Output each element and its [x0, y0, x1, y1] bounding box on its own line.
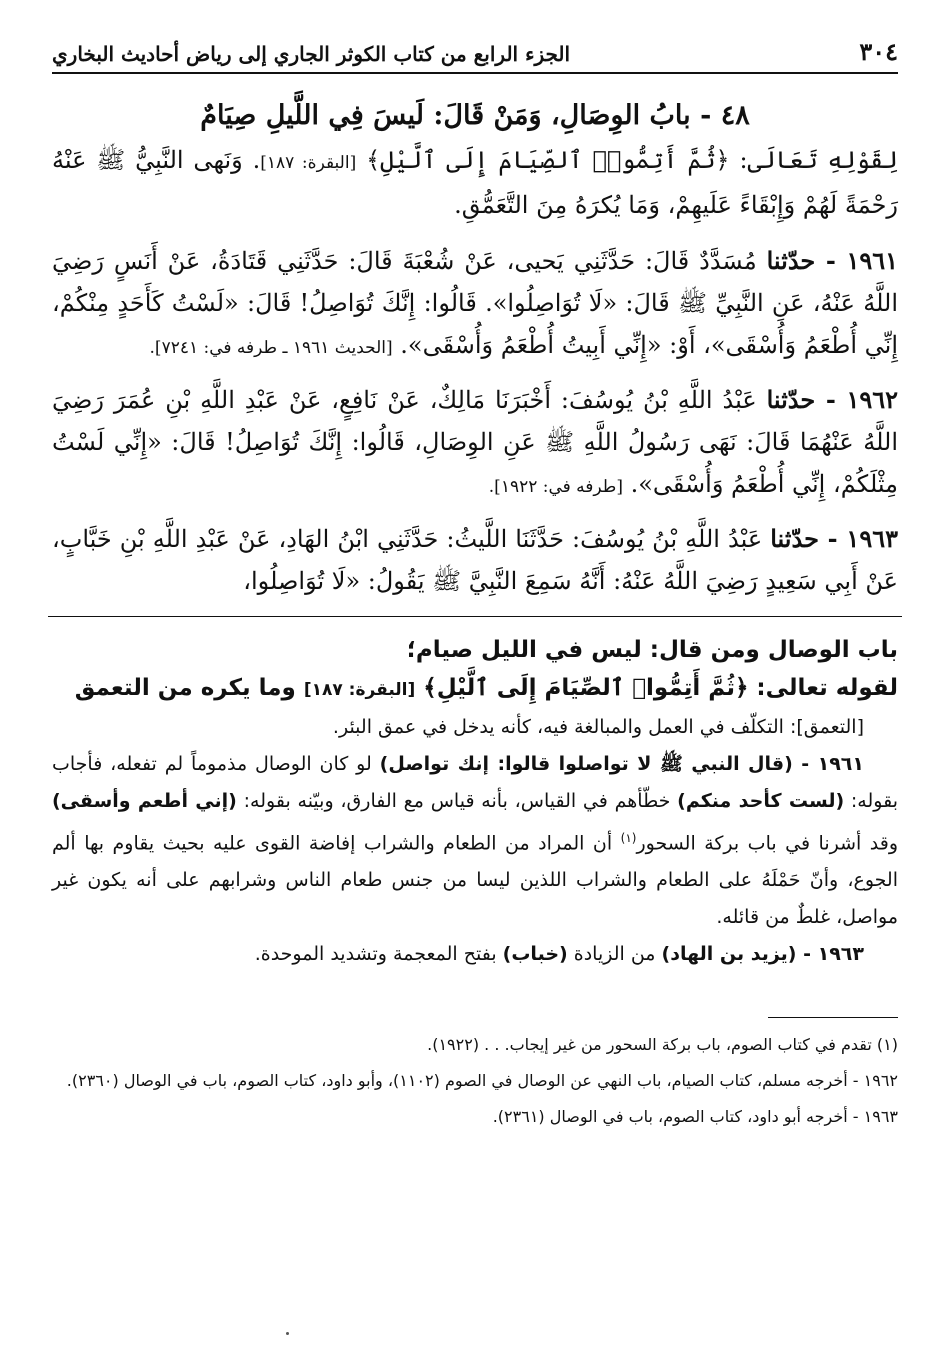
hadith-text: عَبْدُ اللَّهِ بْنُ يُوسُفَ: حَدَّثَنَا اللَّيثُ: حَدَّثَنِي ابْنُ الهَادِ، عَنْ عَبْدِ اللَّهِ بْنِ خَبَّابٍ، عَنْ أَبِي سَعِيدٍ رَضِيَ اللَّهُ عَنْهُ: أَنَّهُ سَمِعَ النَّبِيَّ ﷺ يَقُولُ: «لَا تُوَاصِلُوا، — [52, 525, 898, 595]
book-title: الجزء الرابع من كتاب الكوثر الجاري إلى رياض أحاديث البخاري — [52, 42, 571, 66]
commentary-quote: (إني أطعم وأسقى) — [52, 790, 237, 812]
commentary-text: وقد أشرنا في باب بركة السحور — [636, 832, 898, 855]
hadith-number: ١٩٦١ - حدّثنا — [766, 246, 899, 275]
commentary-paragraph — [52, 746, 898, 936]
commentary-paragraph — [52, 936, 898, 973]
page-number: ٣٠٤ — [859, 37, 898, 66]
commentary-text: أن المراد من الطعام والشراب إفاضة القوى عليه بحيث يقاوم بها ألم الجوع، وأنّ حَمْلَهُ على الطعام والشراب اللذين ليسا من جنس طعام الناس وشرابهم على أنه يكون غير مواصل، غلطٌ من قائله. — [52, 832, 898, 929]
commentary-quote: (لست كأحد منكم) — [677, 790, 845, 812]
footnote-item: ١٩٦٣ - أخرجه أبو داود، كتاب الصوم، باب في الوصال (٢٣٦١). — [492, 1107, 898, 1127]
intro-verse-reference: [البقرة: ١٨٧] — [260, 153, 357, 173]
hadith-paragraph — [52, 518, 898, 602]
commentary-heading-verse — [52, 669, 898, 709]
footnote-marker[interactable]: (١) — [620, 831, 637, 845]
commentary-paragraph: [التعمق]: التكلّف في العمل والمبالغة فيه، كأنه يدخل في عمق البئر. — [332, 716, 864, 738]
hadith-paragraph — [52, 240, 898, 369]
hadith-number: ١٩٦٢ - حدّثنا — [766, 385, 899, 414]
chapter-intro — [52, 139, 898, 226]
commentary-heading-rest: وما يكره من التعمق — [74, 675, 304, 701]
commentary-text: بفتح المعجمة وتشديد الموحدة. — [254, 943, 503, 966]
hadith-paragraph — [52, 379, 898, 508]
chapter-title: ٤٨ - بابُ الوِصَالِ، وَمَنْ قَالَ: لَيسَ فِي اللَّيلِ صِيَامٌ — [200, 100, 750, 131]
hadith-reference: [الحديث ١٩٦١ ـ طرفه في: ٧٢٤١]. — [149, 338, 393, 358]
hadith-number: ١٩٦٣ - حدّثنا — [770, 524, 898, 553]
hadith-text: عَبْدُ اللَّهِ بْنُ يُوسُفَ: أَخْبَرَنَا مَالِكٌ، عَنْ نَافِعٍ، عَنْ عَبْدِ اللَّهِ بْنِ عُمَرَ رَضِيَ اللَّهُ عَنْهُمَا قَالَ: نَهَى رَسُولُ اللَّهِ ﷺ عَنِ الوِصَالِ، قَالُوا: إِنَّكَ تُوَاصِلُ! قَالَ: «إِنِّي لَسْتُ مِثْلَكُمْ، إِنِّي أُطْعَمُ وَأُسْقَى». — [52, 386, 899, 498]
footnote-item: ١٩٦٢ - أخرجه مسلم، كتاب الصيام، باب النهي عن الوصال في الصوم (١١٠٢)، وأبو داود، كتاب الصوم، باب في الوصال (٢٣٦٠). — [66, 1071, 898, 1091]
intro-verse: لِقَوْلِهِ تَعَالَى: ﴿ثُمَّ أَتِمُّوا۟ ٱلصِّيَامَ إِلَى ٱلَّيْلِ﴾ — [366, 146, 898, 174]
commentary-verse-reference: [البقرة: ١٨٧] — [303, 680, 416, 700]
intro-rest: . وَنَهى النَّبِيُّ ﷺ عَنْهُ رَحْمَةً لَهُمْ وَإِبْقَاءً عَلَيهِمْ، وَمَا يُكرَهُ مِنَ التَّعَمُّقِ. — [52, 146, 898, 219]
hadith-text-section — [52, 139, 898, 602]
running-header — [52, 18, 898, 74]
hadith-reference: [طرفه في: ١٩٢٢]. — [488, 477, 623, 497]
commentary-quote: ١٩٦١ - (قال النبي ﷺ لا تواصلوا قالوا: إنك تواصل) — [379, 753, 864, 775]
section-divider — [48, 616, 902, 617]
commentary-text: لو كان الوصال مذموماً لم تفعله، فأجاب بقوله: — [52, 753, 899, 812]
commentary-heading: باب الوصال ومن قال: ليس في الليل صيام؛ — [406, 637, 898, 663]
footnote-rule — [768, 1017, 898, 1018]
commentary-text: من الزيادة — [567, 943, 662, 966]
commentary-verse: لقوله تعالى: ﴿ثُمَّ أَتِمُّوا۟ ٱلصِّيَامَ إِلَى ٱلَّيْلِ﴾ — [423, 675, 898, 701]
commentary-quote: ١٩٦٣ - (يزيد بن الهاد) — [661, 943, 864, 966]
scan-speck — [286, 1332, 289, 1335]
footnotes — [52, 1017, 898, 1132]
book-page — [52, 18, 898, 1366]
commentary-text: خطّأهم في القياس، بأنه قياس مع الفارق، وبيّنه بقوله: — [236, 790, 678, 812]
hadith-text: مُسَدَّدٌ قَالَ: حَدَّثَنِي يَحيى، عَنْ شُعْبَةَ قَالَ: حَدَّثَنِي قَتَادَةُ، عَنْ أَنَسٍ رَضِيَ اللَّهُ عَنْهُ، عَنِ النَّبِيِّ ﷺ قَالَ: «لَا تُوَاصِلُوا». قَالُوا: إِنَّكَ تُوَاصِلُ! قَالَ: «لَسْتُ كَأَحَدٍ مِنْكُمْ، إِنِّي أُطْعَمُ وَأُسْقَى»، أَوْ: «إِنِّي أَبِيتُ أُطْعَمُ وَأُسْقَى». — [52, 247, 898, 359]
commentary-quote: (خباب) — [502, 943, 568, 966]
footnote-item: (١) تقدم في كتاب الصوم، باب بركة السحور من غير إيجاب. . . (١٩٢٢). — [427, 1035, 898, 1055]
commentary-section — [52, 631, 898, 973]
